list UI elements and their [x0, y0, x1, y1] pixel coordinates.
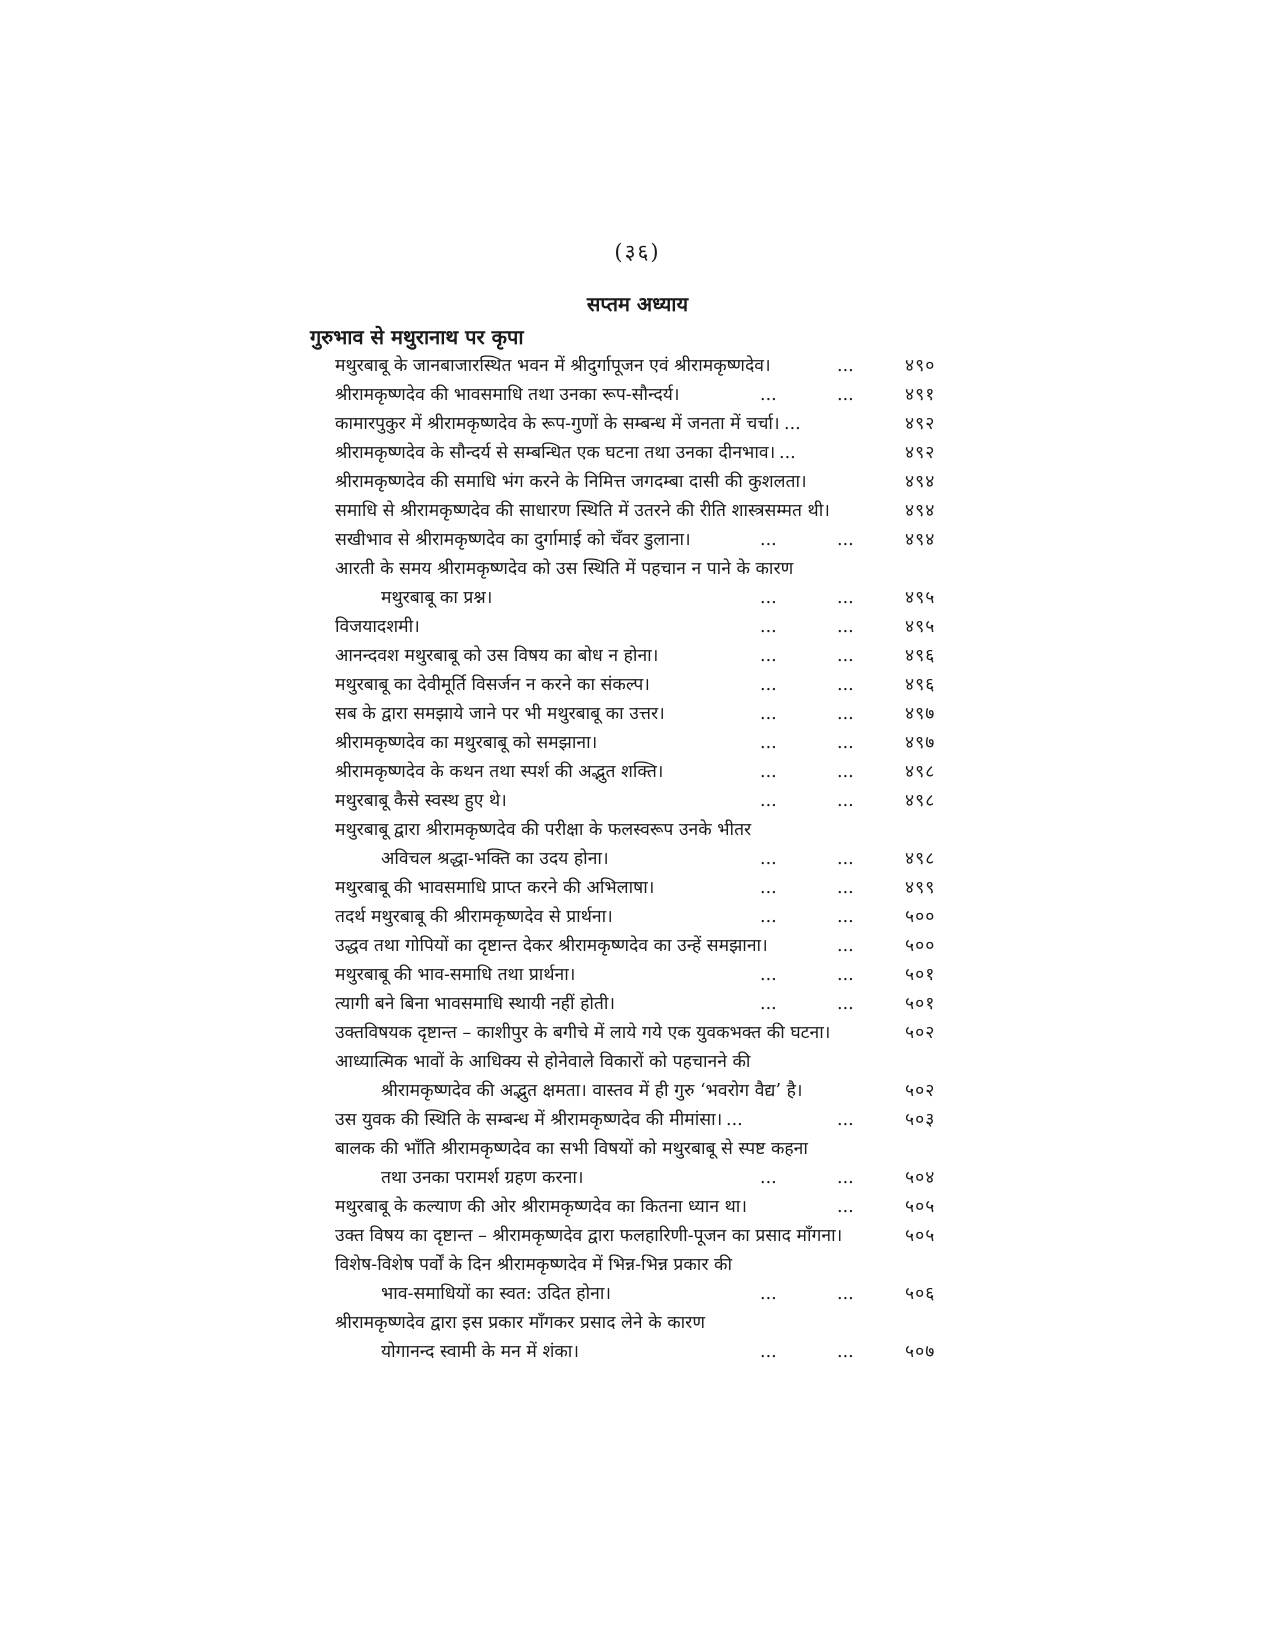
toc-entry-text: मथुरबाबू की भाव-समाधि तथा प्रार्थना।: [335, 965, 576, 985]
toc-entry-text: श्रीरामकृष्णदेव की अद्भुत क्षमता। वास्तव में ही गुरु ‘भवरोग वैद्य’ है।: [381, 1081, 803, 1101]
toc-page-number: ५०१: [905, 965, 936, 985]
leader-dots: ...: [760, 762, 777, 782]
leader-dots: ...: [760, 385, 777, 405]
leader-dots: ...: [837, 1110, 854, 1130]
toc-page-number: ५०३: [905, 1110, 936, 1130]
leader-dots: ...: [760, 646, 777, 666]
toc-page-number: ४९४: [905, 530, 936, 550]
toc-entry: [335, 381, 955, 410]
toc-page-number: ५००: [905, 936, 936, 956]
toc-entry-text: मथुरबाबू के कल्याण की ओर श्रीरामकृष्णदेव का कितना ध्यान था।: [335, 1197, 747, 1217]
toc-page-number: ४९२: [905, 443, 936, 463]
toc-page-number: ५००: [905, 907, 936, 927]
toc-entry-text: विशेष-विशेष पर्वों के दिन श्रीरामकृष्णदेव में भिन्न-भिन्न प्रकार की: [335, 1255, 733, 1275]
toc-entry-text: आनन्दवश मथुरबाबू को उस विषय का बोध न होना।: [335, 646, 659, 666]
toc-entry-text: उक्त विषय का दृष्टान्त – श्रीरामकृष्णदेव द्वारा फलहारिणी-पूजन का प्रसाद माँगना।: [335, 1226, 843, 1246]
toc-entry: [335, 1135, 955, 1164]
leader-dots: ...: [760, 1284, 777, 1304]
toc-entry-text: तथा उनका परामर्श ग्रहण करना।: [381, 1168, 584, 1188]
leader-dots: ...: [837, 849, 854, 869]
toc-entry-text: भाव-समाधियों का स्वत: उदित होना।: [381, 1284, 612, 1304]
leader-dots: ...: [837, 907, 854, 927]
toc-page-number: ४९८: [905, 791, 936, 811]
toc-entry-text: उद्धव तथा गोपियों का दृष्टान्त देकर श्रीरामकृष्णदेव का उन्हें समझाना।: [335, 936, 768, 956]
toc-entry-text: त्यागी बने बिना भावसमाधि स्थायी नहीं होती।: [335, 994, 616, 1014]
toc-entry: [335, 497, 955, 526]
toc-entry: [335, 845, 955, 874]
toc-page-number: ५०२: [905, 1023, 936, 1043]
leader-dots: ...: [760, 588, 777, 608]
toc-entry-text: श्रीरामकृष्णदेव का मथुरबाबू को समझाना।: [335, 733, 598, 753]
leader-dots: ...: [837, 1284, 854, 1304]
leader-dots: ...: [837, 733, 854, 753]
toc-entry: [335, 816, 955, 845]
leader-dots: ...: [760, 907, 777, 927]
toc-entry: [335, 1106, 955, 1135]
toc-trailing-dots: ...: [726, 1110, 743, 1130]
toc-trailing-dots: ...: [779, 443, 796, 463]
toc-trailing-dots: ...: [784, 414, 801, 434]
toc-entry: [335, 758, 955, 787]
toc-page-number: ४९०: [905, 356, 936, 376]
toc-entry-text: श्रीरामकृष्णदेव के कथन तथा स्पर्श की अद्भुत शक्ति।: [335, 762, 664, 782]
leader-dots: ...: [760, 849, 777, 869]
toc-entry-text: श्रीरामकृष्णदेव के सौन्दर्य से सम्बन्धित एक घटना तथा उनका दीनभाव।: [335, 443, 776, 463]
chapter-title: सप्तम अध्याय: [586, 292, 689, 316]
toc-page-number: ४९५: [905, 588, 936, 608]
toc-entry: [335, 1222, 955, 1251]
leader-dots: ...: [760, 1168, 777, 1188]
toc-entry: [335, 932, 955, 961]
toc-page-number: ४९१: [905, 385, 936, 405]
toc-entry-text: श्रीरामकृष्णदेव की भावसमाधि तथा उनका रूप-सौन्दर्य।: [335, 385, 680, 405]
toc-entry: [335, 1251, 955, 1280]
toc-entry: [335, 642, 955, 671]
toc-entry: [335, 990, 955, 1019]
toc-entry-text: मथुरबाबू द्वारा श्रीरामकृष्णदेव की परीक्षा के फलस्वरूप उनके भीतर: [335, 820, 752, 840]
toc-entry: [335, 903, 955, 932]
leader-dots: ...: [837, 675, 854, 695]
leader-dots: ...: [760, 994, 777, 1014]
toc-entry: [335, 671, 955, 700]
leader-dots: ...: [760, 965, 777, 985]
toc-entry: [335, 1193, 955, 1222]
toc-entry-text: तदर्थ मथुरबाबू की श्रीरामकृष्णदेव से प्रार्थना।: [335, 907, 613, 927]
leader-dots: ...: [837, 617, 854, 637]
toc-entry-text: श्रीरामकृष्णदेव की समाधि भंग करने के निमित्त जगदम्बा दासी की कुशलता।: [335, 472, 807, 492]
toc-entry: [335, 1077, 955, 1106]
toc-entry: [335, 526, 955, 555]
toc-page-number: ४९७: [905, 733, 936, 753]
toc-entry-text: मथुरबाबू के जानबाजारस्थित भवन में श्रीदुर्गापूजन एवं श्रीरामकृष्णदेव।: [335, 356, 771, 376]
toc-entry-text: मथुरबाबू का देवीमूर्ति विसर्जन न करने का संकल्प।: [335, 675, 650, 695]
toc-entry-text: कामारपुकुर में श्रीरामकृष्णदेव के रूप-गुणों के सम्बन्ध में जनता में चर्चा।: [335, 414, 780, 434]
toc-entry: [335, 1280, 955, 1309]
toc-page-number: ५०५: [905, 1197, 936, 1217]
toc-entry-text: बालक की भाँति श्रीरामकृष्णदेव का सभी विषयों को मथुरबाबू से स्पष्ट कहना: [335, 1139, 808, 1159]
table-of-contents: [335, 352, 955, 1367]
toc-entry-text: आरती के समय श्रीरामकृष्णदेव को उस स्थिति में पहचान न पाने के कारण: [335, 559, 794, 579]
toc-entry: [335, 787, 955, 816]
toc-entry: [335, 1164, 955, 1193]
toc-entry: [335, 874, 955, 903]
leader-dots: ...: [837, 791, 854, 811]
leader-dots: ...: [837, 762, 854, 782]
leader-dots: ...: [837, 646, 854, 666]
toc-entry: [335, 1338, 955, 1367]
toc-entry-text: मथुरबाबू कैसे स्वस्थ हुए थे।: [335, 791, 507, 811]
toc-page-number: ४९४: [905, 501, 936, 521]
leader-dots: ...: [760, 675, 777, 695]
toc-entry-text: उस युवक की स्थिति के सम्बन्ध में श्रीरामकृष्णदेव की मीमांसा।: [335, 1110, 723, 1130]
leader-dots: ...: [760, 791, 777, 811]
toc-page-number: ४९४: [905, 472, 936, 492]
toc-page-number: ५०६: [905, 1284, 936, 1304]
leader-dots: ...: [837, 704, 854, 724]
toc-page-number: ५०५: [905, 1226, 936, 1246]
toc-entry-text: योगानन्द स्वामी के मन में शंका।: [381, 1342, 579, 1362]
toc-entry: [335, 410, 955, 439]
toc-entry: [335, 729, 955, 758]
toc-entry: [335, 1309, 955, 1338]
toc-entry-text: आध्यात्मिक भावों के आधिक्य से होनेवाले विकारों को पहचानने की: [335, 1052, 751, 1072]
leader-dots: ...: [837, 1342, 854, 1362]
toc-page-number: ५०४: [905, 1168, 936, 1188]
page-number: (३६): [614, 240, 661, 264]
toc-entry-text: सब के द्वारा समझाये जाने पर भी मथुरबाबू का उत्तर।: [335, 704, 665, 724]
leader-dots: ...: [760, 878, 777, 898]
toc-entry: [335, 352, 955, 381]
leader-dots: ...: [837, 994, 854, 1014]
leader-dots: ...: [760, 704, 777, 724]
leader-dots: ...: [760, 530, 777, 550]
toc-page-number: ४९८: [905, 849, 936, 869]
toc-page-number: ४९६: [905, 646, 936, 666]
leader-dots: ...: [837, 530, 854, 550]
toc-entry: [335, 700, 955, 729]
leader-dots: ...: [837, 588, 854, 608]
toc-entry: [335, 1048, 955, 1077]
toc-page-number: ४९९: [905, 878, 936, 898]
toc-entry-text: सखीभाव से श्रीरामकृष्णदेव का दुर्गामाई को चँवर डुलाना।: [335, 530, 691, 550]
toc-entry: [335, 1019, 955, 1048]
leader-dots: ...: [760, 617, 777, 637]
toc-entry: [335, 555, 955, 584]
toc-entry: [335, 961, 955, 990]
leader-dots: ...: [837, 965, 854, 985]
leader-dots: ...: [760, 1342, 777, 1362]
toc-page-number: ५०१: [905, 994, 936, 1014]
toc-page-number: ५०२: [905, 1081, 936, 1101]
leader-dots: ...: [760, 733, 777, 753]
toc-entry: [335, 439, 955, 468]
leader-dots: ...: [837, 936, 854, 956]
leader-dots: ...: [837, 878, 854, 898]
toc-entry: [335, 468, 955, 497]
toc-entry-text: विजयादशमी।: [335, 617, 420, 637]
toc-entry-text: श्रीरामकृष्णदेव द्वारा इस प्रकार माँगकर प्रसाद लेने के कारण: [335, 1313, 705, 1333]
toc-page-number: ४९७: [905, 704, 936, 724]
toc-entry-text: समाधि से श्रीरामकृष्णदेव की साधारण स्थिति में उतरने की रीति शास्त्रसम्मत थी।: [335, 501, 830, 521]
toc-page-number: ५०७: [905, 1342, 936, 1362]
toc-entry-text: उक्तविषयक दृष्टान्त – काशीपुर के बगीचे में लाये गये एक युवकभक्त की घटना।: [335, 1023, 831, 1043]
leader-dots: ...: [837, 385, 854, 405]
leader-dots: ...: [837, 1168, 854, 1188]
toc-page-number: ४९८: [905, 762, 936, 782]
toc-page-number: ४९२: [905, 414, 936, 434]
toc-entry-text: अविचल श्रद्धा-भक्ति का उदय होना।: [381, 849, 609, 869]
toc-entry-text: मथुरबाबू का प्रश्न।: [381, 588, 493, 608]
toc-entry: [335, 613, 955, 642]
section-heading: गुरुभाव से मथुरानाथ पर कृपा: [310, 325, 524, 349]
toc-page-number: ४९६: [905, 675, 936, 695]
toc-entry: [335, 584, 955, 613]
toc-page-number: ४९५: [905, 617, 936, 637]
leader-dots: ...: [837, 356, 854, 376]
toc-entry-text: मथुरबाबू की भावसमाधि प्राप्त करने की अभिलाषा।: [335, 878, 655, 898]
leader-dots: ...: [837, 1197, 854, 1217]
